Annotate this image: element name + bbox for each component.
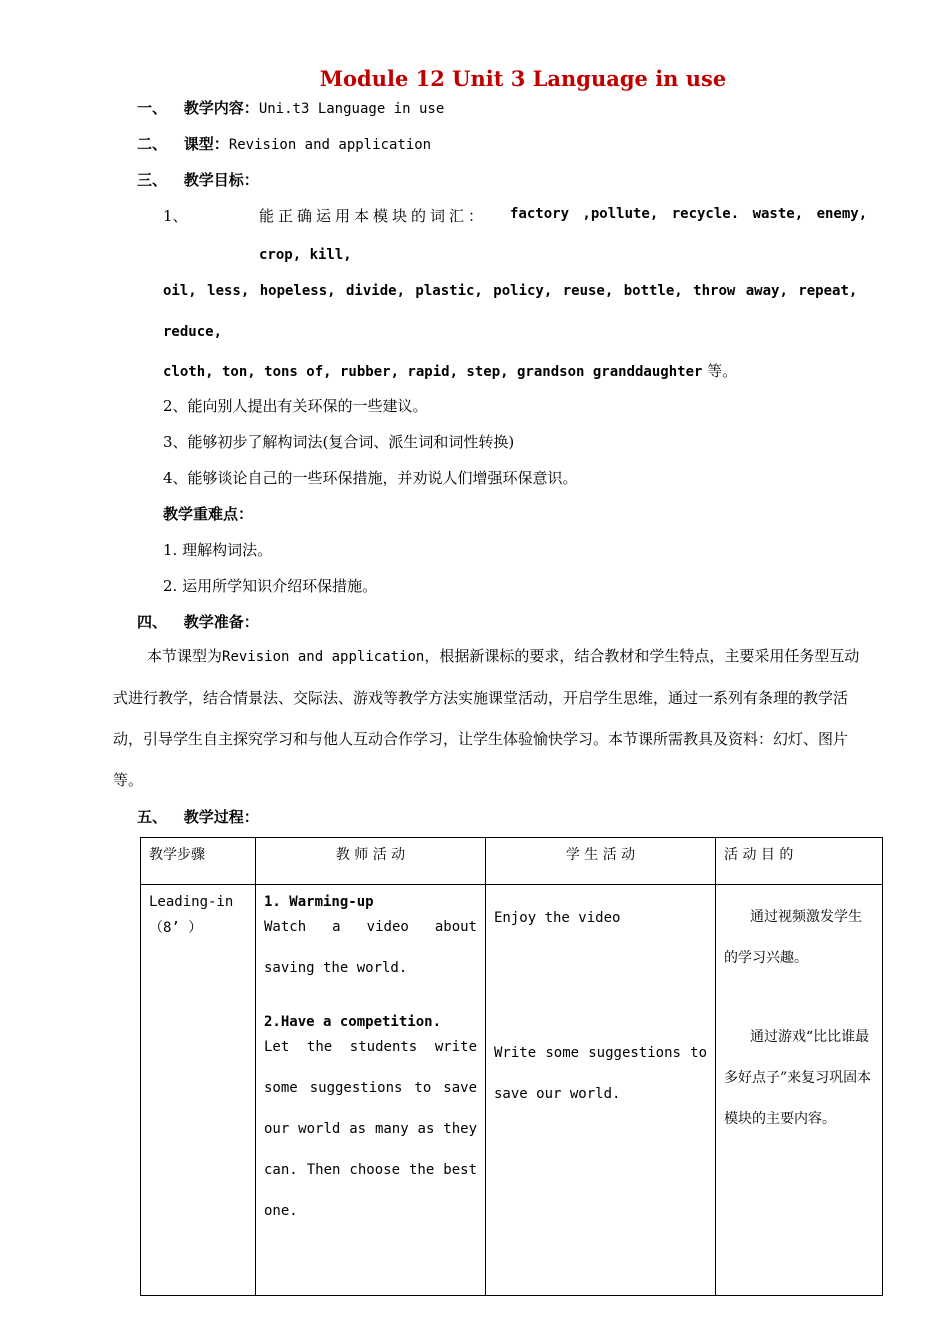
prep-text-b: Revision and application (222, 649, 425, 665)
section-2-number: 二、 (137, 135, 168, 153)
objective-1-words-b: crop, kill, (259, 247, 352, 263)
section-5-label: 教学过程： (183, 808, 259, 826)
section-1-label: 教学内容： (183, 99, 259, 117)
student-activity-2: Write some suggestions to save our world. (494, 1045, 707, 1102)
objective-3: 3、能够初步了解构词法(复合词、派生词和词性转换) (163, 433, 515, 451)
cell-step (141, 885, 256, 1296)
cell-purpose (716, 885, 883, 1296)
objective-1-line-e (163, 360, 737, 381)
objective-2: 2、能向别人提出有关环保的一些建议。 (163, 397, 428, 415)
objective-1-words-a: factory ,pollute, recycle. waste, enemy, (510, 206, 868, 222)
section-3-number: 三、 (137, 171, 168, 189)
section-2-value: Revision and application (228, 137, 432, 153)
objective-1-words-e: cloth, ton, tons of, rubber, rapid, step, grandson granddaughter (163, 364, 703, 380)
table-header-row (141, 838, 883, 885)
teacher-activity-2-body: Let the students write some suggestions to save our world as many as they can. Then choose the best one. (264, 1039, 477, 1219)
header-student: 学 生 活 动 (486, 838, 716, 885)
objective-1-words-d: reduce, (163, 324, 223, 340)
section-4-label: 教学准备： (183, 613, 259, 631)
section-4-number: 四、 (137, 613, 168, 631)
section-1-number: 一、 (137, 99, 168, 117)
key-points-label: 教学重难点： (163, 505, 254, 523)
teacher-activity-2-title: 2.Have a competition. (264, 1014, 442, 1030)
process-table (140, 837, 883, 1296)
section-5-number: 五、 (137, 808, 168, 826)
objective-1-lead: 能正确运用本模块的词汇： (259, 207, 488, 225)
section-3-label: 教学目标： (183, 171, 259, 189)
section-1 (137, 97, 444, 118)
purpose-2: 通过游戏“比比谁最多好点子”来复习巩固本模块的主要内容。 (724, 1029, 872, 1127)
objective-1-words-c: oil, less, hopeless, divide, plastic, policy, reuse, bottle, throw away, repeat, (163, 283, 858, 299)
objective-1-number: 1、 (163, 207, 188, 225)
preparation-paragraph (113, 636, 863, 801)
key-point-2: 2. 运用所学知识介绍环保措施。 (163, 577, 378, 595)
cell-teacher (256, 885, 486, 1296)
key-point-1: 1. 理解构词法。 (163, 541, 273, 559)
page-title: Module 12 Unit 3 Language in use (319, 66, 727, 91)
step-time: （8’ ） (149, 920, 203, 936)
objective-4: 4、能够谈论自己的一些环保措施，并劝说人们增强环保意识。 (163, 469, 578, 487)
section-5 (137, 806, 259, 827)
cell-student (486, 885, 716, 1296)
teacher-activity-1-title: 1. Warming-up (264, 894, 374, 910)
header-teacher: 教 师 活 动 (256, 838, 486, 885)
table-row (141, 885, 883, 1296)
section-2 (137, 133, 431, 154)
purpose-1: 通过视频激发学生的学习兴趣。 (724, 909, 862, 966)
header-step: 教学步骤 (141, 838, 256, 885)
teacher-activity-1-body: Watch a video about saving the world. (264, 919, 477, 976)
header-purpose: 活 动 目 的 (716, 838, 883, 885)
section-1-value: Uni.t3 Language in use (258, 101, 445, 117)
section-2-label: 课型： (183, 135, 229, 153)
section-3 (137, 169, 259, 190)
objective-1-tail: 等。 (707, 362, 738, 380)
prep-text-a: 本节课型为 (147, 647, 223, 665)
section-4 (137, 611, 259, 632)
prep-text-c: ，根据新课标的要求，结合教材和学生特点，主要采用任务型互动式进行教学，结合情景法、交际法、游戏等教学方法实施课堂活动，开启学生思维，通过一系列有条理的教学活动，引导学生自主探究学习和与他人互动合作学习，让学生体验愉快学习。本节课所需教具及资料：幻灯、图片等。 (113, 647, 860, 789)
step-name: Leading-in (149, 894, 234, 910)
student-activity-1: Enjoy the video (494, 910, 621, 926)
